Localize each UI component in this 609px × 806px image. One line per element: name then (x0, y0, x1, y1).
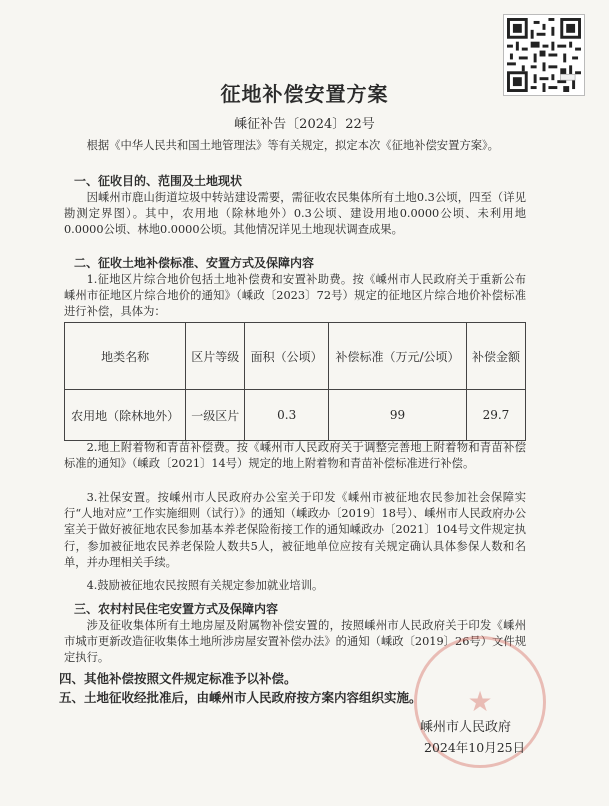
table-header-cell: 区片等级 (186, 323, 245, 390)
table-header-cell: 补偿金额 (466, 323, 525, 390)
section-2-heading: 二、征收土地补偿标准、安置方式及保障内容 (74, 256, 315, 270)
table-cell: 99 (329, 390, 467, 441)
table-header-cell: 面积（公顷） (245, 323, 329, 390)
table-header-cell: 地类名称 (65, 323, 186, 390)
section-2-item-2: 2.地上附着物和青苗补偿费。按《嵊州市人民政府关于调整完善地上附着物和青苗补偿标准的通知》（嵊政〔2021〕14号）规定的地上附着物和青苗补偿标准进行补偿。 (64, 441, 526, 471)
section-2-item-1: 1.征地区片综合地价包括土地补偿费和安置补助费。按《嵊州市人民政府关于重新公布嵊州市征地区片综合地价的通知》（嵊政〔2023〕72号）规定的征地区片综合地价补偿标准进行补偿，具体为： (64, 273, 526, 319)
document-number: 嵊征补告〔2024〕22号 (234, 117, 375, 132)
intro-paragraph: 根据《中华人民共和国土地管理法》等有关规定，拟定本次《征地补偿安置方案》。 (86, 139, 499, 152)
table-row (65, 390, 526, 441)
section-5-heading: 五、土地征收经批准后，由嵊州市人民政府按方案内容组织实施。 (59, 690, 422, 705)
table-cell: 0.3 (245, 390, 329, 441)
section-1-heading: 一、征收目的、范围及土地现状 (74, 174, 243, 188)
table-cell: 农用地（除林地外） (65, 390, 186, 441)
section-4-heading: 四、其他补偿按照文件规定标准予以补偿。 (59, 671, 297, 686)
page-title: 征地补偿安置方案 (220, 82, 389, 106)
seal-star-icon: ★ (467, 685, 493, 718)
signature-issuer: 嵊州市人民政府 (420, 720, 512, 735)
section-3-heading: 三、农村村民住宅安置方式及保障内容 (74, 602, 279, 616)
section-2-item-3: 3.社保安置。按嵊州市人民政府办公室关于印发《嵊州市被征地农民参加社会保障实行“人地对应”工作实施细则（试行）》的通知（嵊政办〔2019〕18号）、嵊州市人民政府办公室关于做好被征地农民参加基本养老保险衔接工作的通知嵊政办〔2021〕104号文件规定执行，参加被征地农民养老保险人数共5人，被征地单位应按有关规定确认具体参保人数和名单，并办理相关手续。 (64, 491, 526, 569)
table-header-cell: 补偿标准（万元/公顷） (329, 323, 467, 390)
table-cell: 一级区片 (186, 390, 245, 441)
section-2-item-4: 4.鼓励被征地农民按照有关规定参加就业培训。 (86, 579, 324, 592)
compensation-table (64, 322, 526, 441)
signature-date: 2024年10月25日 (424, 740, 526, 755)
table-header-row (65, 323, 526, 390)
table-cell: 29.7 (466, 390, 525, 441)
section-1-body: 因嵊州市鹿山街道垃圾中转站建设需要，需征收农民集体所有土地0.3公顷，四至（详见勘测定界图）。其中，农用地（除林地外）0.3公顷、建设用地0.0000公顷、未利用地0.0000公顷、林地0.0000公顷。其他情况详见土地现状调查成果。 (64, 191, 526, 237)
section-3-body: 涉及征收集体所有土地房屋及附属物补偿安置的，按照嵊州市人民政府关于印发《嵊州市城市更新改造征收集体土地所涉房屋安置补偿办法》的通知（嵊政〔2019〕26号）文件规定执行。 (64, 619, 526, 665)
